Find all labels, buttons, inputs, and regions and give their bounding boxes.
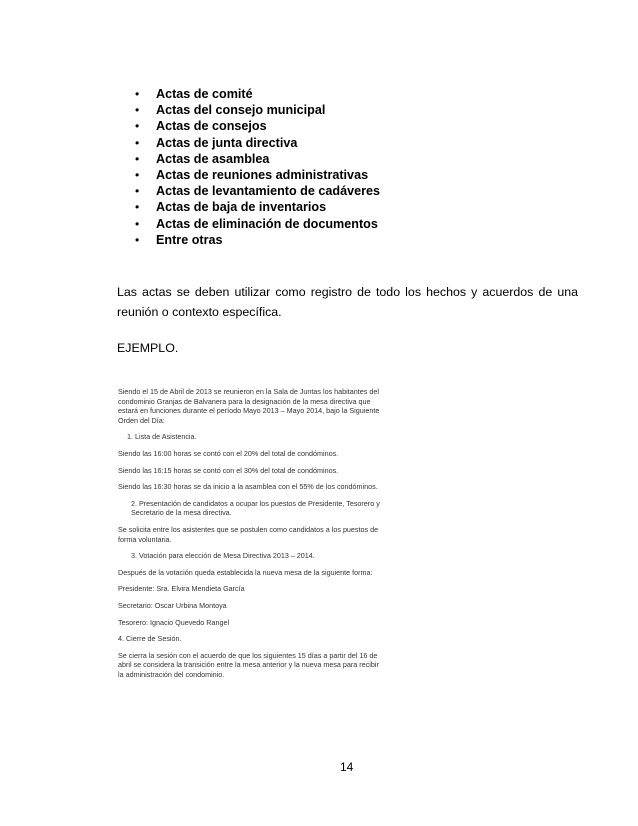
example-attendance-1: Siendo las 16:00 horas se contó con el 20% del total de condóminos. <box>118 448 339 458</box>
bullet-icon: • <box>135 135 140 150</box>
list-item-text: Actas de consejos <box>156 119 267 134</box>
list-item-text: Actas de baja de inventarios <box>156 200 327 215</box>
list-item <box>132 183 380 199</box>
body-paragraph: Las actas se deben utilizar como registro de todo los hechos y acuerdos de una reunión o contexto específica. <box>117 285 578 319</box>
bullet-icon: • <box>135 119 140 134</box>
bullet-icon: • <box>135 232 140 247</box>
acta-types-list <box>132 86 380 248</box>
example-president: Presidente: Sra. Elvira Mendieta García <box>118 584 245 594</box>
list-item-text: Actas de levantamiento de cadáveres <box>156 184 380 199</box>
example-agenda-item-1: 1. Lista de Asistencia. <box>127 432 197 442</box>
list-item <box>132 232 380 248</box>
bullet-icon: • <box>135 151 140 166</box>
list-item <box>132 102 380 118</box>
example-vote-result: Después de la votación queda establecida la nueva mesa de la siguiente forma: <box>118 567 373 577</box>
list-item <box>132 135 380 151</box>
example-secretary: Secretario: Oscar Urbina Montoya <box>118 600 227 610</box>
list-item <box>132 199 380 215</box>
example-agenda-item-2: 2. Presentación de candidatos a ocupar los puestos de Presidente, Tesorero y Secretario de la mesa directiva. <box>131 498 380 518</box>
example-closing: Se cierra la sesión con el acuerdo de que los siguientes 15 días a partir del 16 de abril se considera la transición entre la mesa anterior y la nueva mesa para recibir la administración del condominio. <box>118 650 379 679</box>
bullet-icon: • <box>135 167 140 182</box>
example-treasurer: Tesorero: Ignacio Quevedo Rangel <box>118 617 230 627</box>
example-agenda-item-4: 4. Cierre de Sesión. <box>118 634 182 644</box>
example-intro: Siendo el 15 de Abril de 2013 se reunieron en la Sala de Juntas los habitantes del condominio Granjas de Balvanera para la designación de la mesa directiva que estará en funciones durante el período Mayo 2013 – Mayo 2014, bajo la Siguiente Orden del Día: <box>118 387 380 425</box>
list-item <box>132 167 380 183</box>
example-heading: EJEMPLO. <box>117 341 179 355</box>
page-number: 14 <box>340 760 354 774</box>
list-item <box>132 118 380 134</box>
example-image <box>118 387 386 739</box>
list-item <box>132 151 380 167</box>
list-item <box>132 216 380 232</box>
list-item-text: Actas de junta directiva <box>156 135 298 150</box>
bullet-icon: • <box>135 184 140 199</box>
example-attendance-3: Siendo las 16:30 horas se da inicio a la asamblea con el 55% de los condóminos. <box>118 482 378 492</box>
bullet-icon: • <box>135 103 140 118</box>
bullet-icon: • <box>135 87 140 101</box>
list-item <box>132 86 380 102</box>
example-agenda-item-3: 3. Votación para elección de Mesa Directiva 2013 – 2014. <box>131 551 315 561</box>
example-attendance-2: Siendo las 16:15 horas se contó con el 30% del total de condóminos. <box>118 465 339 475</box>
bullet-icon: • <box>135 200 140 215</box>
list-item-text: Actas de comité <box>156 87 253 101</box>
example-candidate-request: Se solicita entre los asistentes que se postulen como candidatos a los puestos de forma voluntaria. <box>118 524 379 544</box>
bullet-icon: • <box>135 216 140 231</box>
list-item-text: Actas de asamblea <box>156 151 270 166</box>
list-item-text: Actas de reuniones administrativas <box>156 167 369 182</box>
list-item-text: Entre otras <box>156 232 223 247</box>
list-item-text: Actas del consejo municipal <box>156 103 326 118</box>
list-item-text: Actas de eliminación de documentos <box>156 216 378 231</box>
